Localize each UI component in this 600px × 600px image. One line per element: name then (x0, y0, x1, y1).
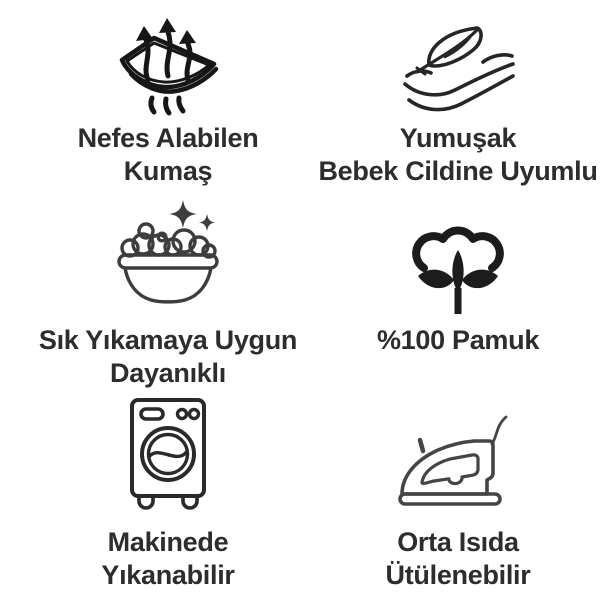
feature-caption-line (377, 357, 539, 390)
washing-machine-icon (118, 394, 218, 516)
breathable-fabric-icon (114, 12, 222, 116)
feature-caption-line: Dayanıklı (110, 358, 226, 388)
feature-caption-line: %100 Pamuk (376, 325, 540, 355)
feature-caption (39, 324, 297, 390)
feature-cell-machine-wash (0, 390, 336, 600)
feature-caption-line: Yumuşak (399, 123, 517, 153)
feature-cell-cotton (336, 188, 580, 390)
feature-caption-line: Makinede (107, 527, 229, 557)
feature-cell-ironing (336, 390, 580, 600)
feature-caption-line: Sık Yıkamaya Uygun (38, 325, 298, 355)
wash-basin-icon (105, 198, 231, 318)
feature-caption (377, 324, 539, 390)
feature-caption (101, 526, 234, 592)
iron-icon (396, 414, 520, 516)
feature-cell-washable (0, 188, 336, 390)
feature-caption (318, 122, 597, 188)
feature-caption-line: Bebek Cildine Uyumlu (318, 156, 598, 186)
feature-caption-line: Yıkanabilir (101, 560, 235, 590)
feature-caption-line: Kumaş (123, 156, 213, 186)
feature-caption-line: Nefes Alabilen (77, 123, 259, 153)
feature-cell-breathable (0, 0, 336, 188)
feature-caption-line: Ütülenebilir (385, 560, 531, 590)
feature-cell-soft (318, 0, 598, 188)
feature-caption (78, 122, 259, 188)
feature-caption-line: Orta Isıda (397, 527, 519, 557)
feature-caption (386, 526, 531, 592)
cotton-icon (403, 210, 513, 318)
feather-soft-icon (399, 20, 517, 116)
